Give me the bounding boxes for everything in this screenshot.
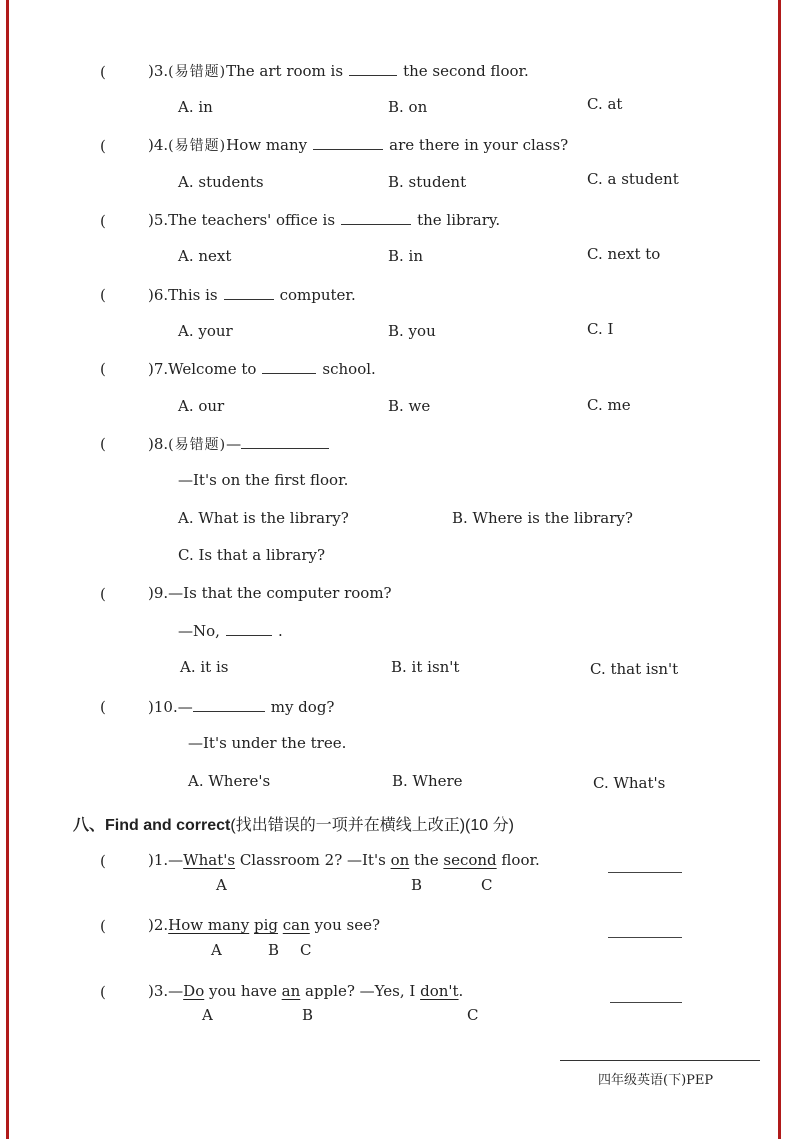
option-a[interactable]: A. it is [180,658,229,676]
text-segment: Classroom 2? —It's [235,851,391,869]
question-text: The art room is [226,62,344,80]
option-c[interactable]: C. a student [587,170,679,188]
question-number: )3. [148,982,169,1000]
underlined-part-c: second [443,851,497,869]
label-c: C [467,1006,479,1024]
text-segment: floor. [496,851,540,869]
error-prone-tag: (易错题) [168,64,227,80]
option-b[interactable]: B. on [388,98,428,116]
underlined-part-b: on [390,851,410,869]
question-number: )8. [148,435,169,453]
answer-blank[interactable] [226,623,272,636]
question-number: )6. [148,286,169,304]
text-segment: apple? —Yes, I [300,982,421,1000]
answer-paren: ( [100,63,106,81]
question-6 [148,287,356,303]
option-c[interactable]: C. I [587,320,614,338]
question-text-end: computer. [279,286,356,304]
answer-blank[interactable] [313,137,383,150]
question-text: Welcome to [168,360,257,378]
dialogue-response [178,623,283,639]
question-10 [148,699,334,715]
underlined-part-a: What's [183,851,236,869]
option-b[interactable]: B. you [388,322,436,340]
answer-paren: ( [100,137,106,155]
page-border-right [778,0,781,1139]
answer-paren: ( [100,435,106,453]
label-c: C [481,876,493,894]
question-number: )10. [148,698,178,716]
question-8 [148,436,335,452]
text-segment: you have [204,982,282,1000]
answer-paren: ( [100,585,106,603]
text-segment: the [409,851,444,869]
underlined-part-a: How many [168,916,250,934]
question-text: The teachers' office is [168,211,336,229]
answer-blank[interactable] [341,212,411,225]
underlined-part-a: Do [183,982,205,1000]
correction-answer-line[interactable] [610,1002,682,1003]
option-b[interactable]: B. in [388,247,424,265]
option-b[interactable]: B. it isn't [391,658,460,676]
question-text: How many [226,136,308,154]
answer-paren: ( [100,983,106,1001]
question-number: )7. [148,360,169,378]
answer-paren: ( [100,698,106,716]
label-a: A [216,876,227,894]
option-b[interactable]: B. Where is the library? [452,509,633,527]
section-heading [73,812,514,835]
question-7 [148,361,376,377]
answer-blank[interactable] [349,63,397,76]
option-a[interactable]: A. What is the library? [178,509,349,527]
question-5 [148,212,500,228]
question-4 [148,137,568,153]
question-9 [148,586,392,601]
underlined-part-b: an [281,982,301,1000]
text-segment: — [168,851,184,869]
question-number: )5. [148,211,169,229]
question-number: )9. [148,584,169,602]
answer-paren: ( [100,360,106,378]
option-c[interactable]: C. at [587,95,623,113]
underlined-part-c: can [282,916,310,934]
answer-paren: ( [100,286,106,304]
label-b: B [268,941,280,959]
answer-paren: ( [100,852,106,870]
option-c[interactable]: C. Is that a library? [178,546,326,564]
error-prone-tag: (易错题) [168,437,227,453]
question-text-end: are there in your class? [389,136,569,154]
label-a: A [202,1006,213,1024]
option-c[interactable]: C. me [587,396,631,414]
question-number: )4. [148,136,169,154]
option-a[interactable]: A. students [178,173,264,191]
option-a[interactable]: A. in [178,98,213,116]
question-text-end: the second floor. [403,62,529,80]
correction-1 [148,853,540,868]
question-text-end: my dog? [270,698,335,716]
response-text: —No, [178,622,220,640]
correction-answer-line[interactable] [608,937,682,938]
label-b: B [302,1006,314,1024]
answer-paren: ( [100,917,106,935]
section-instruction: (找出错误的一项并在横线上改正)(10 分) [230,817,514,834]
label-a: A [211,941,222,959]
response-end: . [277,622,283,640]
question-3 [148,63,529,79]
error-prone-tag: (易错题) [168,138,227,154]
label-b: B [411,876,423,894]
question-text: — [177,698,193,716]
question-text-end: school. [322,360,376,378]
option-b[interactable]: B. Where [392,772,463,790]
underlined-part-c: don't [420,982,459,1000]
dialogue-response: —It's under the tree. [188,734,347,752]
question-text-end: the library. [417,211,501,229]
page-border-left [6,0,9,1139]
answer-blank[interactable] [241,436,329,449]
text-segment: . [458,982,464,1000]
correction-3 [148,984,463,999]
answer-blank[interactable] [224,287,274,300]
dialogue-response: —It's on the first floor. [178,471,349,489]
correction-2 [148,918,380,933]
answer-blank[interactable] [262,361,316,374]
section-title: 八、Find and correct [73,817,231,834]
question-text: This is [168,286,218,304]
underlined-part-b: pig [253,916,278,934]
footer-rule [560,1060,760,1061]
option-c[interactable]: C. next to [587,245,661,263]
page-footer: 四年级英语(下)PEP [598,1073,714,1088]
option-a[interactable]: A. our [178,397,225,415]
answer-blank[interactable] [193,699,265,712]
option-c[interactable]: C. that isn't [590,660,679,678]
text-segment: you see? [309,916,380,934]
label-c: C [300,941,312,959]
question-number: )2. [148,916,169,934]
option-a[interactable]: A. your [178,322,233,340]
question-number: )3. [148,62,169,80]
option-b[interactable]: B. we [388,397,431,415]
question-text: — [226,435,242,453]
text-segment: — [168,982,184,1000]
option-c[interactable]: C. What's [593,774,666,792]
option-a[interactable]: A. Where's [188,772,271,790]
option-b[interactable]: B. student [388,173,467,191]
correction-answer-line[interactable] [608,872,682,873]
question-number: )1. [148,851,169,869]
option-a[interactable]: A. next [178,247,232,265]
answer-paren: ( [100,212,106,230]
question-text: —Is that the computer room? [168,584,392,602]
